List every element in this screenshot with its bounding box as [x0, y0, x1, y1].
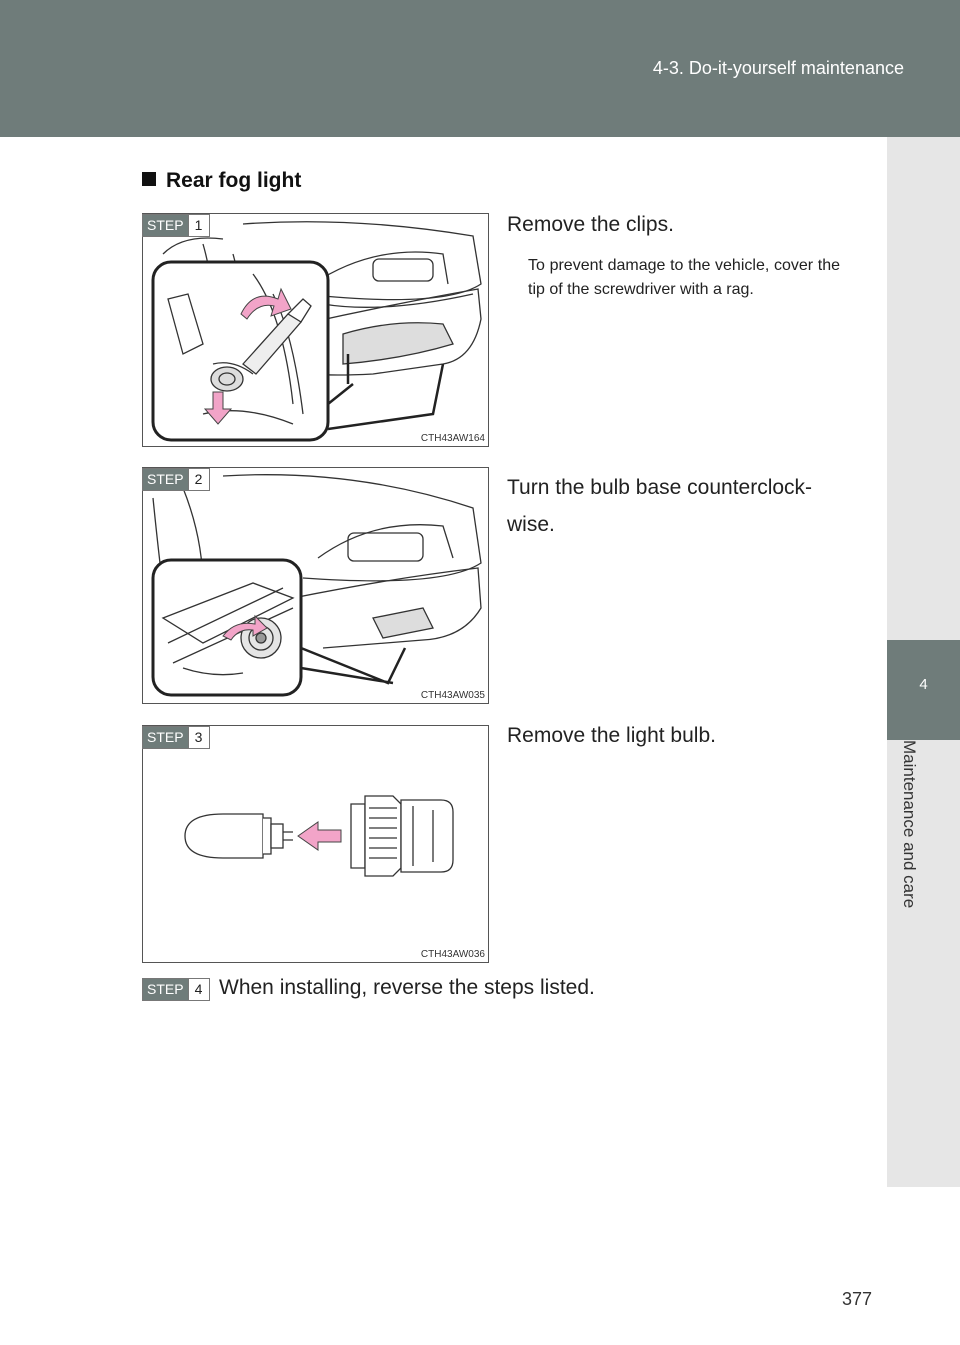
figure-step-3 — [142, 725, 489, 963]
remove-bulb-illustration — [143, 726, 488, 962]
page-number: 377 — [841, 1289, 872, 1309]
step-label: STEP — [143, 727, 188, 748]
chapter-number: 4 — [919, 676, 928, 693]
step-2-text: Turn the bulb base counterclock-wise. — [507, 476, 813, 536]
step-number: 4 — [188, 979, 209, 1000]
heading-text: Rear fog light — [166, 169, 302, 192]
figure-code: CTH43AW035 — [420, 690, 485, 701]
step-badge-2 — [142, 468, 210, 491]
bulb-base-rotation-illustration — [143, 468, 488, 703]
step-badge-3 — [142, 726, 210, 749]
step-1-note: To prevent damage to the vehicle, cover the tip of the screwdriver with a rag. — [528, 257, 840, 298]
step-number: 1 — [188, 215, 209, 236]
figure-step-2 — [142, 467, 489, 704]
step-label: STEP — [143, 979, 188, 1000]
section-heading — [142, 169, 301, 193]
step-badge-1 — [142, 214, 210, 237]
step-4-text: When installing, reverse the steps listed. — [219, 976, 595, 999]
step-3-text: Remove the light bulb. — [507, 724, 716, 747]
step-label: STEP — [143, 215, 188, 236]
chapter-label-text: Maintenance and care — [900, 740, 919, 909]
step-number: 3 — [188, 727, 209, 748]
rear-bumper-clips-illustration — [143, 214, 488, 446]
figure-code: CTH43AW164 — [420, 433, 485, 444]
chapter-label — [887, 740, 960, 960]
figure-code: CTH43AW036 — [420, 949, 485, 960]
figure-step-1 — [142, 213, 489, 447]
section-title: 4-3. Do-it-yourself maintenance — [652, 58, 904, 78]
step-label: STEP — [143, 469, 188, 490]
square-bullet-icon — [142, 172, 156, 186]
step-badge-4 — [142, 978, 210, 1001]
step-1-text: Remove the clips. — [507, 213, 674, 236]
step-number: 2 — [188, 469, 209, 490]
